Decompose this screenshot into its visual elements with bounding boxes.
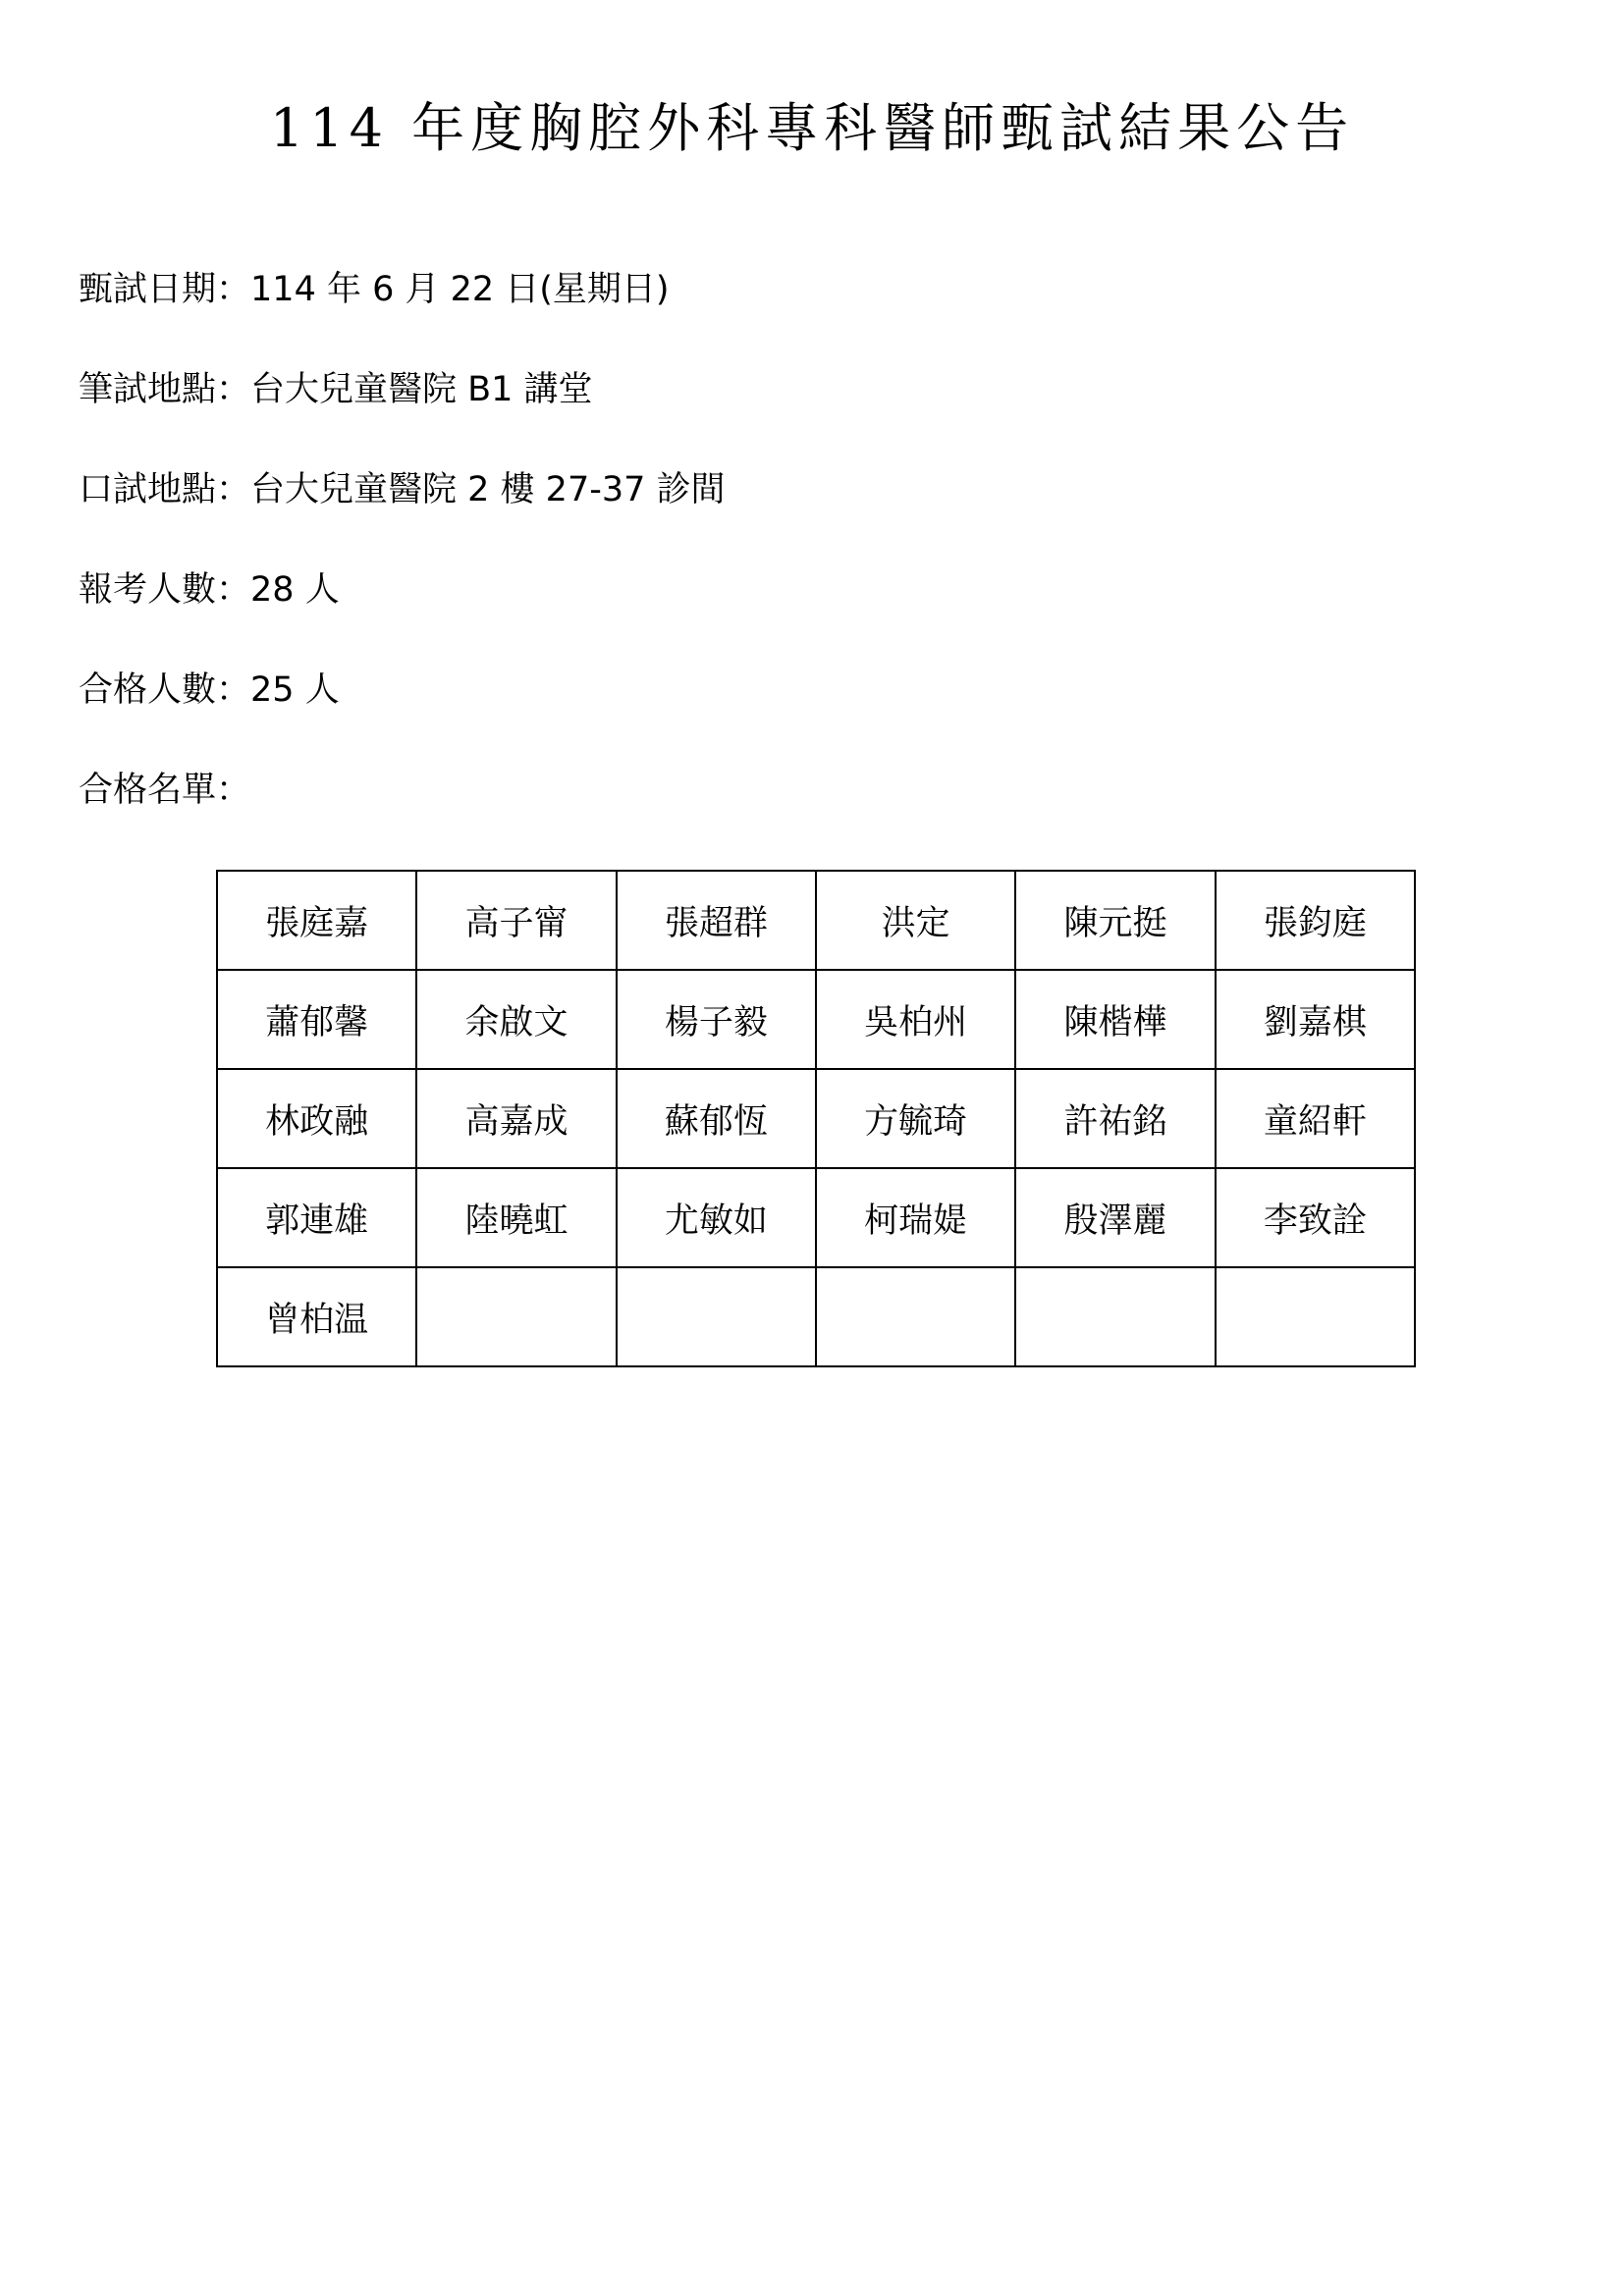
applicants-count-label: 報考人數 [79,570,217,610]
name-cell: 劉嘉棋 [1216,970,1415,1069]
name-cell: 郭連雄 [217,1168,416,1267]
table-row [217,970,1415,1069]
name-cell: 高嘉成 [416,1069,616,1168]
name-cell: 張鈞庭 [1216,871,1415,970]
name-cell: 陳元挺 [1015,871,1215,970]
passed-list-line [79,768,250,813]
table-row [217,1168,1415,1267]
exam-date-label: 甄試日期 [79,270,217,309]
applicants-count-value: 28 人 [250,570,340,610]
exam-date-separator: ： [216,270,251,309]
passed-count-label: 合格人數 [79,670,217,710]
passed-count-value: 25 人 [250,670,340,710]
empty-cell [816,1267,1015,1366]
name-cell: 高子甯 [416,871,616,970]
name-cell: 尤敏如 [617,1168,816,1267]
name-cell: 李致詮 [1216,1168,1415,1267]
table-row [217,1069,1415,1168]
name-cell: 吳柏州 [816,970,1015,1069]
applicants-count-separator: ： [216,570,251,610]
empty-cell [1216,1267,1415,1366]
name-cell: 許祐銘 [1015,1069,1215,1168]
empty-cell [416,1267,616,1366]
name-cell: 曾柏温 [217,1267,416,1366]
name-cell: 張庭嘉 [217,871,416,970]
page-title: 114 年度胸腔外科專科醫師甄試結果公告 [269,97,1355,159]
exam-date-line [79,267,670,312]
name-cell: 楊子毅 [617,970,816,1069]
table-row [217,871,1415,970]
name-cell: 張超群 [617,871,816,970]
exam-date-value: 114 年 6 月 22 日(星期日) [250,270,670,309]
oral-exam-location-separator: ： [216,470,251,509]
written-exam-location-separator: ： [216,370,251,409]
passed-names-table [216,870,1416,1367]
name-cell: 洪定 [816,871,1015,970]
written-exam-location-label: 筆試地點 [79,370,217,409]
empty-cell [617,1267,816,1366]
name-cell: 林政融 [217,1069,416,1168]
oral-exam-location-line [79,467,726,512]
oral-exam-location-value: 台大兒童醫院 2 樓 27-37 診間 [250,470,726,509]
passed-list-separator: ： [216,771,251,810]
name-cell: 蘇郁恆 [617,1069,816,1168]
name-cell: 方毓琦 [816,1069,1015,1168]
written-exam-location-value: 台大兒童醫院 B1 講堂 [250,370,593,409]
name-cell: 童紹軒 [1216,1069,1415,1168]
name-cell: 柯瑞媞 [816,1168,1015,1267]
name-cell: 陸曉虹 [416,1168,616,1267]
empty-cell [1015,1267,1215,1366]
passed-list-label: 合格名單 [79,771,217,810]
written-exam-location-line [79,367,593,412]
name-cell: 陳楷樺 [1015,970,1215,1069]
passed-count-line [79,667,340,713]
oral-exam-location-label: 口試地點 [79,470,217,509]
name-cell: 蕭郁馨 [217,970,416,1069]
passed-count-separator: ： [216,670,251,710]
table-row [217,1267,1415,1366]
name-cell: 殷澤麗 [1015,1168,1215,1267]
applicants-count-line [79,567,340,613]
name-cell: 余啟文 [416,970,616,1069]
